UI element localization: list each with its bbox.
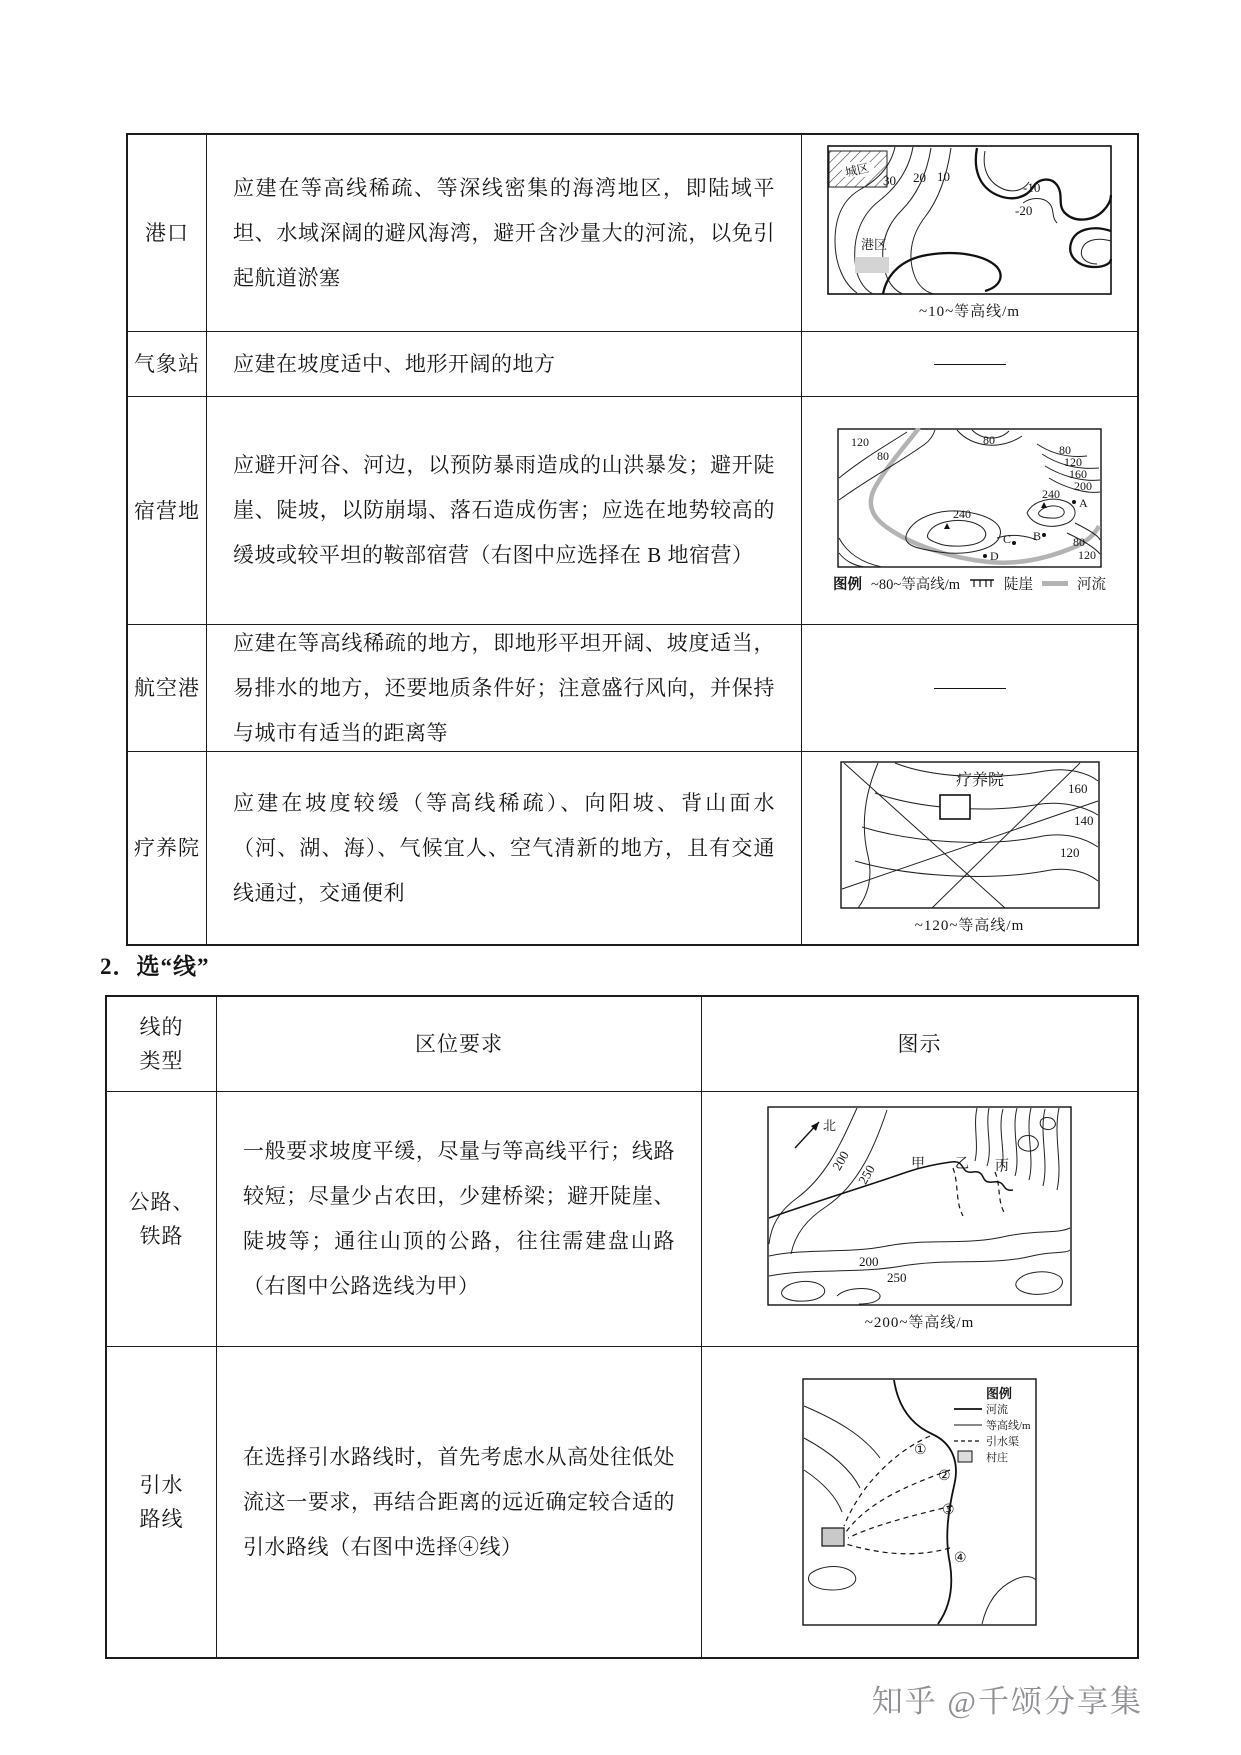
header-label: [140, 1010, 184, 1078]
type-label: 气象站: [134, 352, 200, 376]
sanatorium-building: [940, 795, 970, 819]
row-sanatorium-illustration: [802, 752, 1137, 944]
route-number: ③: [942, 1503, 955, 1518]
type-label: 疗养院: [134, 836, 200, 860]
row-weather-requirement: [207, 332, 802, 397]
header-label: 区位要求: [415, 1032, 503, 1056]
map-caption: ~10~等高线/m: [918, 304, 1021, 320]
row-camp-type: [128, 397, 207, 625]
type-line1: 公路、: [128, 1190, 195, 1214]
contour-label: 200: [829, 1148, 852, 1173]
contour-label: 240: [1042, 486, 1060, 501]
requirement-text: 应建在坡度较缓（等高线稀疏）、向阳坡、背山面水（河、湖、海）、气候宜人、空气清新的地方，且有交通线通过，交通便利: [233, 790, 775, 905]
road-contour-map: [767, 1106, 1072, 1306]
contour-label: 120: [851, 434, 869, 449]
map-caption: ~200~等高线/m: [864, 1315, 975, 1331]
camp-contour-map: [837, 428, 1102, 568]
legend-cliff: 陡崖: [1004, 576, 1033, 593]
row-road-type: [107, 1092, 217, 1347]
legend-channel: 引水渠: [986, 1436, 1019, 1448]
legend-river: 河流: [986, 1404, 1008, 1416]
water-route-map: [802, 1378, 1037, 1626]
contour-label: 140: [1073, 813, 1093, 828]
requirement-text: 应建在等高线稀疏的地方，即地形平坦开阔、坡度适当，易排水的地方，还要地质条件好；注意盛行风向，并保持与城市有适当的距离等: [233, 630, 775, 745]
contour-label: 80: [983, 432, 995, 447]
requirement-text: 一般要求坡度平缓，尽量与等高线平行；线路较短；尽量少占农田，少建桥梁；避开陡崖、陡坡等；通往山顶的公路，往往需建盘山路（右图中公路选线为甲）: [243, 1139, 675, 1298]
section-heading: 2．选“线”: [100, 954, 210, 979]
camp-map-legend: [833, 573, 1106, 594]
route-number: ①: [914, 1443, 927, 1458]
row-road-illustration: [702, 1092, 1137, 1347]
type-line2: 铁路: [139, 1224, 184, 1248]
north-label: 北: [823, 1118, 837, 1133]
row-airport-illustration: [802, 625, 1137, 752]
port-contour-map: [827, 145, 1112, 295]
contour-label: 120: [1064, 454, 1082, 469]
row-water-requirement: [217, 1347, 702, 1657]
requirement-text: 应建在等高线稀疏、等深线密集的海湾地区，即陆域平坦、水域深阔的避风海湾，避开含沙量大的河流，以免引起航道淤塞: [233, 175, 775, 290]
contour-label: 200: [1074, 478, 1092, 493]
type-label: 宿营地: [134, 498, 200, 523]
row-port-requirement: [207, 135, 802, 332]
requirement-text: 应建在坡度适中、地形开阔的地方: [233, 351, 556, 376]
legend-contour: ~80~等高线/m: [871, 576, 960, 593]
contour-label: 80: [1059, 442, 1071, 457]
contour-label: 240: [953, 506, 971, 521]
row-camp-requirement: [207, 397, 802, 625]
row-sanatorium-type: [128, 752, 207, 944]
contour-label: -10: [1023, 180, 1041, 195]
row-port-type: [128, 135, 207, 332]
contour-label: 120: [1059, 845, 1079, 860]
city-area-label: 城区: [843, 160, 871, 180]
header-label: 图示: [897, 1032, 942, 1056]
header-requirement: [217, 997, 702, 1092]
requirement-text: 在选择引水路线时，首先考虑水从高处往低处流这一要求，再结合距离的远近确定较合适的引水路线（右图中选择④线）: [243, 1444, 675, 1559]
type-label: [140, 1468, 184, 1536]
row-port-illustration: [802, 135, 1137, 332]
port-area-label: 港区: [861, 237, 888, 252]
sanatorium-contour-map: [840, 761, 1100, 909]
row-airport-type: [128, 625, 207, 752]
contour-label: 250: [887, 1270, 907, 1285]
map-caption: ~120~等高线/m: [914, 918, 1025, 934]
contour-label: 120: [1078, 547, 1096, 562]
contour-label: -20: [1015, 203, 1033, 218]
river-symbol-icon: [1042, 581, 1068, 586]
point-label: B: [1033, 528, 1042, 543]
type-line1: 引水: [139, 1473, 184, 1497]
row-water-illustration: [702, 1347, 1137, 1657]
point-label: C: [1003, 531, 1012, 546]
port-area-rect: [855, 257, 889, 273]
site-selection-table: [126, 133, 1139, 946]
row-road-requirement: [217, 1092, 702, 1347]
contour-label: 80: [877, 448, 889, 463]
legend-village: 村庄: [986, 1452, 1008, 1464]
point-label: D: [990, 548, 999, 563]
legend-title: 图例: [986, 1386, 1013, 1401]
row-airport-requirement: [207, 625, 802, 752]
header-line2: 类型: [139, 1049, 184, 1073]
village-rect: [822, 1528, 844, 1546]
no-illustration-dash: [934, 688, 1006, 689]
type-label: 港口: [145, 221, 189, 245]
legend-title: 图例: [833, 576, 862, 593]
contour-label: 30: [883, 173, 896, 188]
route-number: ④: [954, 1551, 967, 1566]
legend-contour: 等高线/m: [986, 1420, 1031, 1432]
type-label: [129, 1185, 195, 1253]
route-label: 甲: [911, 1157, 925, 1172]
route-label: 乙: [955, 1157, 969, 1172]
row-sanatorium-requirement: [207, 752, 802, 944]
header-illustration: [702, 997, 1137, 1092]
type-label: 航空港: [134, 676, 200, 700]
row-weather-illustration: [802, 332, 1137, 397]
line-selection-table: [105, 995, 1139, 1659]
row-camp-illustration: [802, 397, 1137, 625]
route-number: ②: [938, 1469, 951, 1484]
type-line2: 路线: [139, 1507, 184, 1531]
contour-label: 80: [1073, 534, 1085, 549]
sanatorium-label: 疗养院: [955, 772, 1004, 789]
requirement-text: 应避开河谷、河边，以预防暴雨造成的山洪暴发；避开陡崖、陡坡，以防崩塌、落石造成伤害；应选在地势较高的缓坡或较平坦的鞍部宿营（右图中应选择在 B 地宿营）: [233, 453, 775, 567]
row-water-type: [107, 1347, 217, 1657]
no-illustration-dash: [934, 364, 1006, 365]
route-label: 丙: [995, 1159, 1009, 1174]
header-line-type: [107, 997, 217, 1092]
cliff-symbol-icon: [969, 578, 995, 588]
contour-label: 250: [855, 1162, 878, 1187]
contour-label: 20: [913, 170, 926, 185]
contour-label: 10: [937, 169, 950, 184]
contour-label: 160: [1067, 781, 1087, 796]
point-label: A: [1079, 495, 1088, 510]
legend-river: 河流: [1077, 576, 1106, 593]
row-weather-type: [128, 332, 207, 397]
header-line1: 线的: [139, 1015, 184, 1039]
contour-label: 200: [859, 1254, 879, 1269]
contour-label: 160: [1069, 466, 1087, 481]
watermark: 知乎 @千颂分享集: [871, 1684, 1143, 1719]
